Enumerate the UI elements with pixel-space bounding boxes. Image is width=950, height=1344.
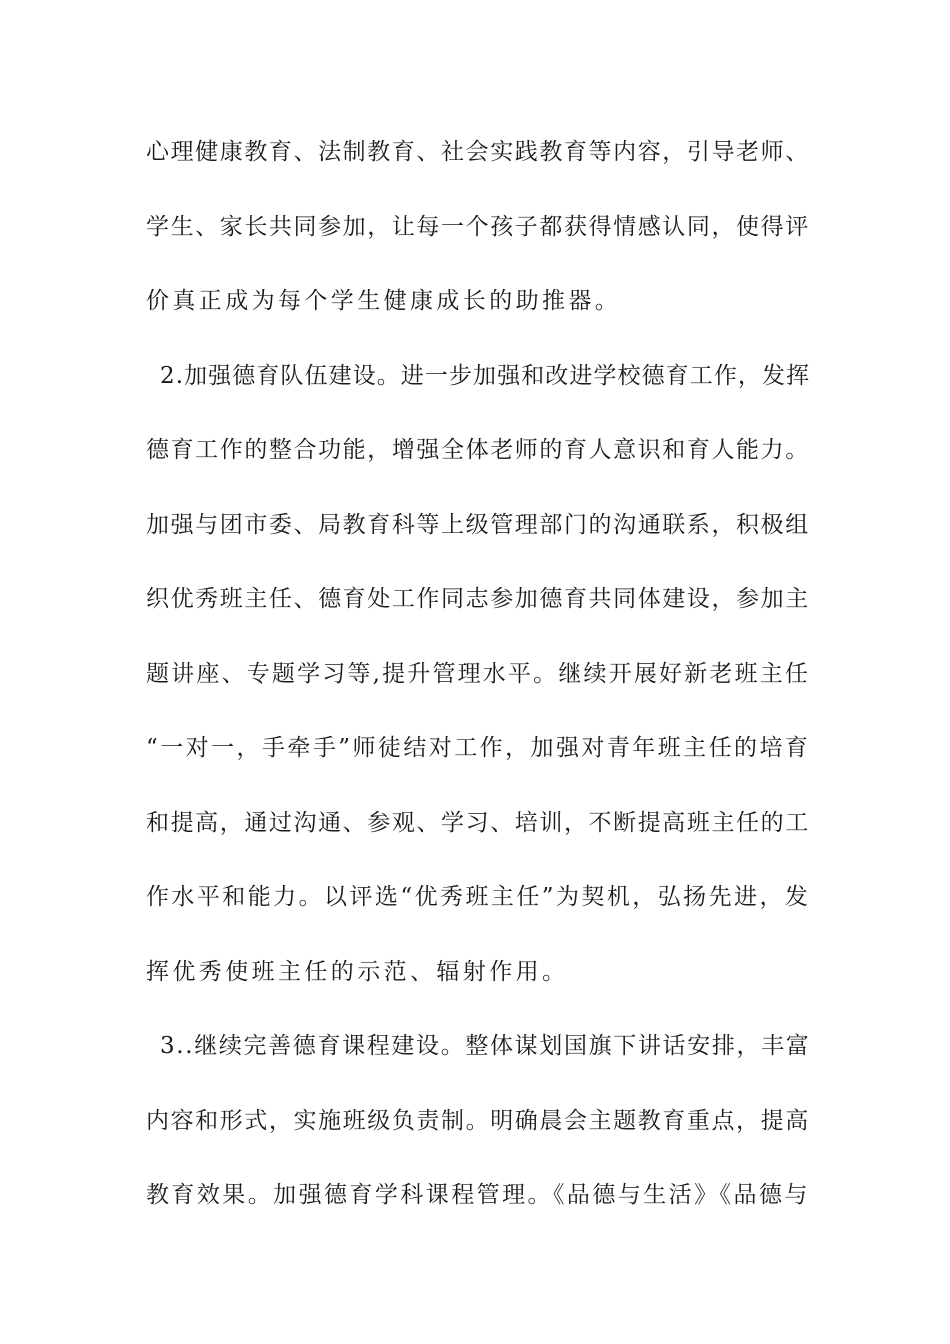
- text-line: 挥优秀使班主任的示范、辐射作用。: [146, 958, 569, 985]
- text-line: 价真正成为每个学生健康成长的助推器。: [146, 288, 622, 314]
- text-line: 德育工作的整合功能，增强全体老师的育人意识和育人能力。: [146, 437, 810, 463]
- text-line: “一对一，手牵手”师徒结对工作，加强对青年班主任的培育: [146, 735, 811, 761]
- paragraph-start-line: 3..继续完善德育课程建设。整体谋划国旗下讲话安排，丰富: [160, 1033, 811, 1059]
- text-line: 内容和形式，实施班级负责制。明确晨会主题教育重点，提高: [146, 1107, 810, 1134]
- text-line: 学生、家长共同参加，让每一个孩子都获得情感认同，使得评: [146, 213, 810, 240]
- text-line: 和提高，通过沟通、参观、学习、培训，不断提高班主任的工: [146, 809, 810, 836]
- text-line: 加强与团市委、局教育科等上级管理部门的沟通联系，积极组: [146, 511, 810, 538]
- text-line: 教育效果。加强德育学科课程管理。《品德与生活》《品德与: [146, 1182, 810, 1208]
- text-line: 题讲座、专题学习等,提升管理水平。继续开展好新老班主任: [146, 660, 811, 687]
- paragraph-start-line: 2.加强德育队伍建设。进一步加强和改进学校德育工作，发挥: [160, 362, 811, 389]
- text-line: 作水平和能力。以评选“优秀班主任”为契机，弘扬先进，发: [146, 884, 811, 910]
- document-body: [146, 128, 810, 1246]
- text-line: 织优秀班主任、德育处工作同志参加德育共同体建设，参加主: [146, 586, 810, 612]
- text-line: 心理健康教育、法制教育、社会实践教育等内容，引导老师、: [146, 139, 810, 165]
